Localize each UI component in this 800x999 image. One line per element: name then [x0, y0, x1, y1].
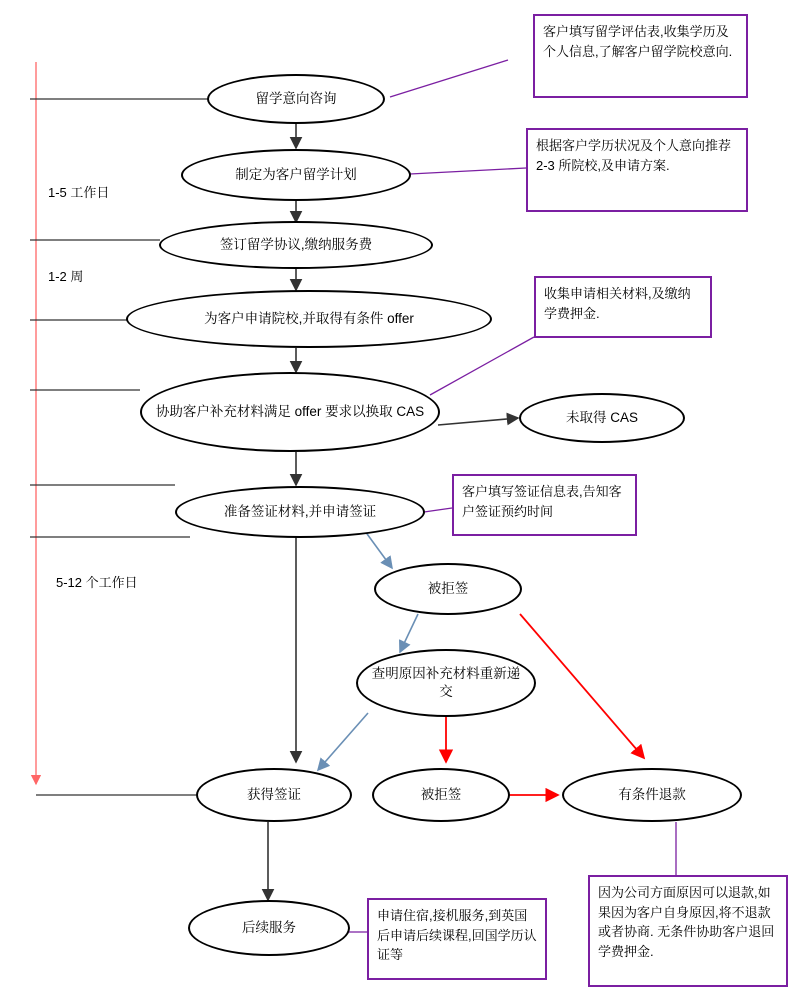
node-visa-refused-1[interactable]: 被拒签: [374, 563, 522, 615]
node-visa-granted[interactable]: 获得签证: [196, 768, 352, 822]
note-visa-info-form: 客户填写签证信息表,告知客户签证预约时间: [452, 474, 637, 536]
node-conditional-refund[interactable]: 有条件退款: [562, 768, 742, 822]
time-label-3: 5-12 个工作日: [56, 575, 138, 590]
node-visa-refused-2[interactable]: 被拒签: [372, 768, 510, 822]
node-study-plan[interactable]: 制定为客户留学计划: [181, 149, 411, 201]
node-consultation[interactable]: 留学意向咨询: [207, 74, 385, 124]
note-materials-deposit: 收集申请相关材料,及缴纳学费押金.: [534, 276, 712, 338]
node-conditional-offer[interactable]: 为客户申请院校,并取得有条件 offer: [126, 290, 492, 348]
note-consultation: 客户填写留学评估表,收集学历及个人信息,了解客户留学院校意向.: [533, 14, 748, 98]
note-study-plan: 根据客户学历状况及个人意向推荐 2-3 所院校,及申请方案.: [526, 128, 748, 212]
note-refund-policy: 因为公司方面原因可以退款,如果因为客户自身原因,将不退款或者协商. 无条件协助客户退回学费押金.: [588, 875, 788, 987]
note-follow-up-service: 申请住宿,接机服务,到英国后申请后续课程,回国学历认证等: [367, 898, 547, 980]
node-exchange-cas[interactable]: 协助客户补充材料满足 offer 要求以换取 CAS: [140, 372, 440, 452]
time-label-2: 1-2 周: [48, 269, 84, 284]
time-label-1: 1-5 工作日: [48, 185, 110, 200]
node-follow-up-service[interactable]: 后续服务: [188, 900, 350, 956]
node-no-cas[interactable]: 未取得 CAS: [519, 393, 685, 443]
node-visa-application[interactable]: 准备签证材料,并申请签证: [175, 486, 425, 538]
node-resubmit-materials[interactable]: 查明原因补充材料重新递交: [356, 649, 536, 717]
node-sign-agreement[interactable]: 签订留学协议,缴纳服务费: [159, 221, 433, 269]
